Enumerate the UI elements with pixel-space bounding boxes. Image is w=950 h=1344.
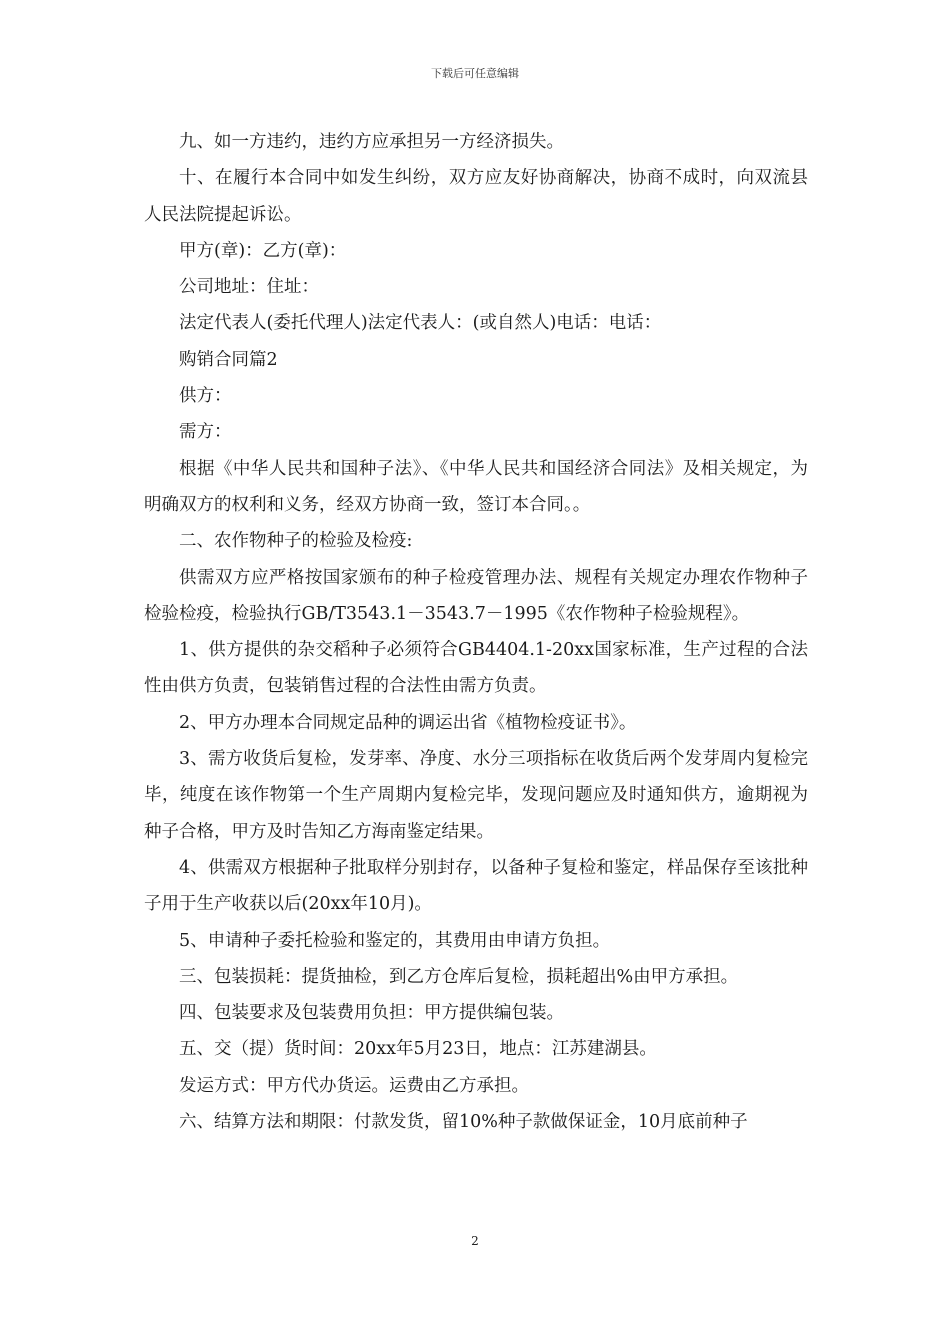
section-title-contract-2: 购销合同篇2 — [179, 349, 278, 370]
paragraph-item-2: 2、甲方办理本合同规定品种的调运出省《植物检疫证书》。 — [179, 712, 637, 733]
paragraph-shipping-method: 发运方式：甲方代办货运。运费由乙方承担。 — [179, 1075, 529, 1096]
paragraph-clause-10: 十、在履行本合同中如发生纠纷，双方应友好协商解决，协商不成时，向双流县人民法院提起诉讼。 — [144, 168, 808, 225]
document-body — [144, 124, 808, 1140]
paragraph-item-1: 1、供方提供的杂交稻种子必须符合GB4404.1-20xx国家标准，生产过程的合法性由供方负责，包装销售过程的合法性由需方负责。 — [144, 640, 808, 697]
paragraph-supplier: 供方： — [179, 386, 232, 407]
paragraph-item-3: 3、需方收货后复检，发芽率、净度、水分三项指标在收货后两个发芽周内复检完毕，纯度在该作物第一个生产周期内复检完毕，发现问题应及时通知供方，逾期视为种子合格，甲方及时告知乙方海南鉴定结果。 — [144, 749, 808, 842]
paragraph-buyer: 需方： — [179, 422, 232, 443]
paragraph-preamble: 根据《中华人民共和国种子法》、《中华人民共和国经济合同法》及相关规定，为明确双方的权利和义务，经双方协商一致，签订本合同。。 — [144, 458, 808, 515]
paragraph-clause-5-delivery: 五、交（提）货时间：20xx年5月23日，地点：江苏建湖县。 — [179, 1039, 657, 1060]
page-header-note: 下载后可任意编辑 — [431, 67, 519, 80]
page-number: 2 — [471, 1234, 479, 1248]
paragraph-clause-9: 九、如一方违约，违约方应承担另一方经济损失。 — [179, 132, 564, 152]
paragraph-clause-4-packaging: 四、包装要求及包装费用负担：甲方提供编包装。 — [179, 1003, 564, 1024]
paragraph-clause-6-settlement: 六、结算方法和期限：付款发货，留10%种子款做保证金，10月底前种子 — [179, 1112, 748, 1133]
paragraph-clause-3-packaging-loss: 三、包装损耗：提货抽检，到乙方仓库后复检，损耗超出%由甲方承担。 — [179, 966, 739, 987]
paragraph-representatives: 法定代表人(委托代理人)法定代表人：(或自然人)电话：电话： — [179, 313, 662, 334]
paragraph-inspection-rules: 供需双方应严格按国家颁布的种子检疫管理办法、规程有关规定办理农作物种子检验检疫，检验执行GB/T3543.1－3543.7－1995《农作物种子检验规程》。 — [144, 567, 808, 624]
heading-inspection-quarantine: 二、农作物种子的检验及检疫: — [179, 531, 413, 552]
paragraph-item-5: 5、申请种子委托检验和鉴定的，其费用由申请方负担。 — [179, 930, 611, 951]
paragraph-addresses: 公司地址：住址： — [179, 277, 319, 298]
paragraph-party-seals: 甲方(章)：乙方(章)： — [179, 240, 347, 261]
paragraph-item-4: 4、供需双方根据种子批取样分别封存，以备种子复检和鉴定，样品保存至该批种子用于生产收获以后(20xx年10月)。 — [144, 857, 808, 915]
